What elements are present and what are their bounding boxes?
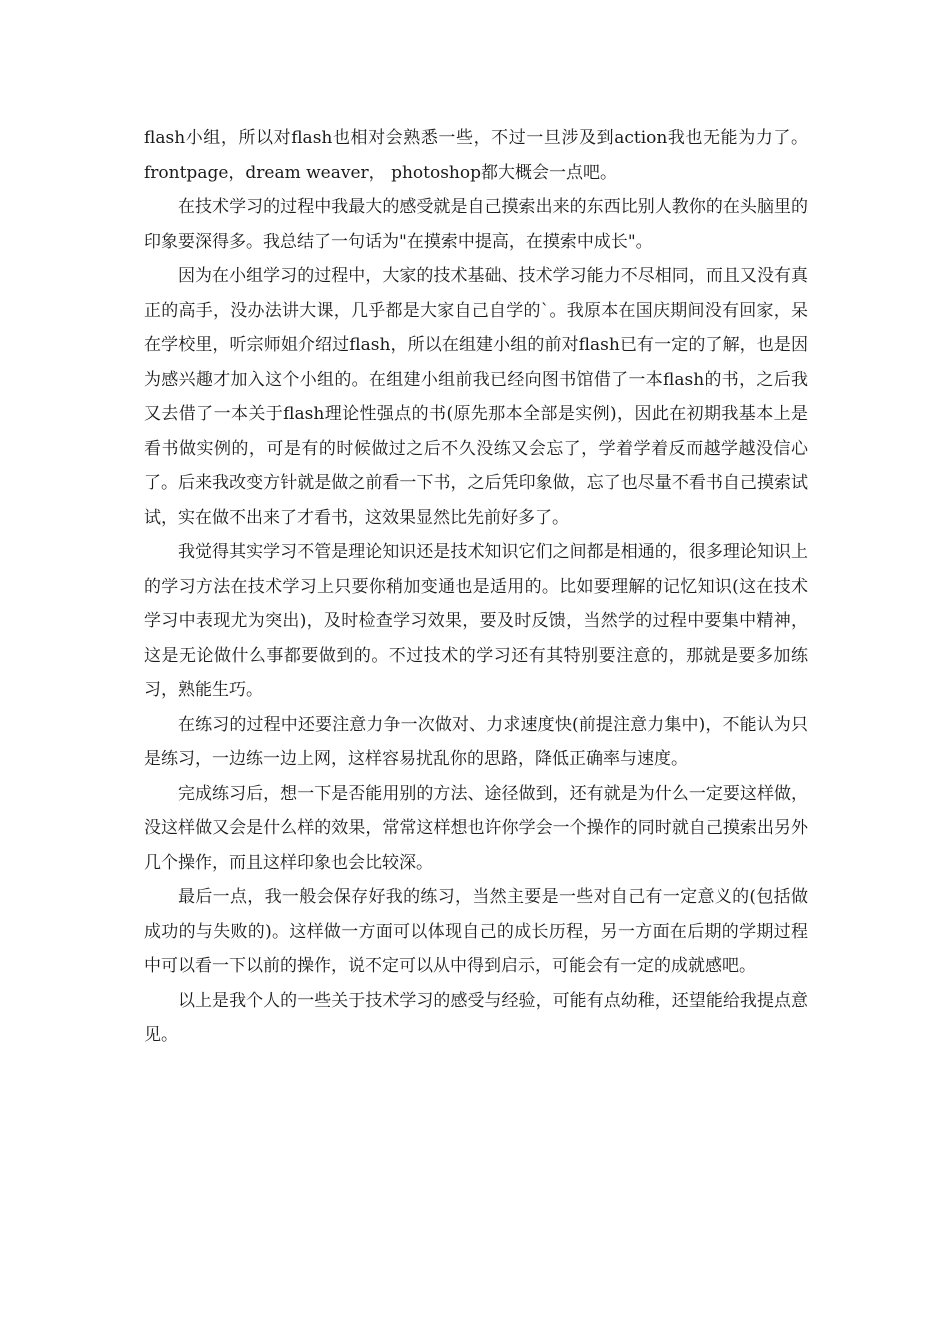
paragraph: 以上是我个人的一些关于技术学习的感受与经验，可能有点幼稚，还望能给我提点意见。	[144, 990, 808, 1045]
paragraph-continued: flash小组，所以对flash也相对会熟悉一些，不过一旦涉及到action我也无能为力了。frontpage，dream weaver， photoshop都大概会一点吧。	[144, 128, 808, 183]
document-body	[144, 121, 808, 1053]
paragraph: 完成练习后，想一下是否能用别的方法、途径做到，还有就是为什么一定要这样做，没这样做又会是什么样的效果，常常这样想也许你学会一个操作的同时就自己摸索出另外几个操作，而且这样印象也会比较深。	[144, 783, 808, 873]
paragraph: 最后一点，我一般会保存好我的练习，当然主要是一些对自己有一定意义的(包括做成功的与失败的)。这样做一方面可以体现自己的成长历程，另一方面在后期的学期过程中可以看一下以前的操作，说不定可以从中得到启示，可能会有一定的成就感吧。	[144, 887, 808, 976]
paragraph: 我觉得其实学习不管是理论知识还是技术知识它们之间都是相通的，很多理论知识上的学习方法在技术学习上只要你稍加变通也是适用的。比如要理解的记忆知识(这在技术学习中表现尤为突出)，及时检查学习效果，要及时反馈，当然学的过程中要集中精神，这是无论做什么事都要做到的。不过技术的学习还有其特别要注意的，那就是要多加练习，熟能生巧。	[144, 542, 808, 700]
paragraph: 在练习的过程中还要注意力争一次做对、力求速度快(前提注意力集中)，不能认为只是练习，一边练一边上网，这样容易扰乱你的思路，降低正确率与速度。	[144, 714, 808, 769]
paragraph: 因为在小组学习的过程中，大家的技术基础、技术学习能力不尽相同，而且又没有真正的高手，没办法讲大课，几乎都是大家自己自学的`。我原本在国庆期间没有回家，呆在学校里，听宗师姐介绍过flash，所以在组建小组的前对flash已有一定的了解，也是因为感兴趣才加入这个小组的。在组建小组前我已经向图书馆借了一本flash的书，之后我又去借了一本关于flash理论性强点的书(原先那本全部是实例)，因此在初期我基本上是看书做实例的，可是有的时候做过之后不久没练又会忘了，学着学着反而越学越没信心了。后来我改变方针就是做之前看一下书，之后凭印象做，忘了也尽量不看书自己摸索试试，实在做不出来了才看书，这效果显然比先前好多了。	[144, 266, 808, 528]
paragraph: 在技术学习的过程中我最大的感受就是自己摸索出来的东西比别人教你的在头脑里的印象要深得多。我总结了一句话为"在摸索中提高，在摸索中成长"。	[144, 197, 808, 252]
